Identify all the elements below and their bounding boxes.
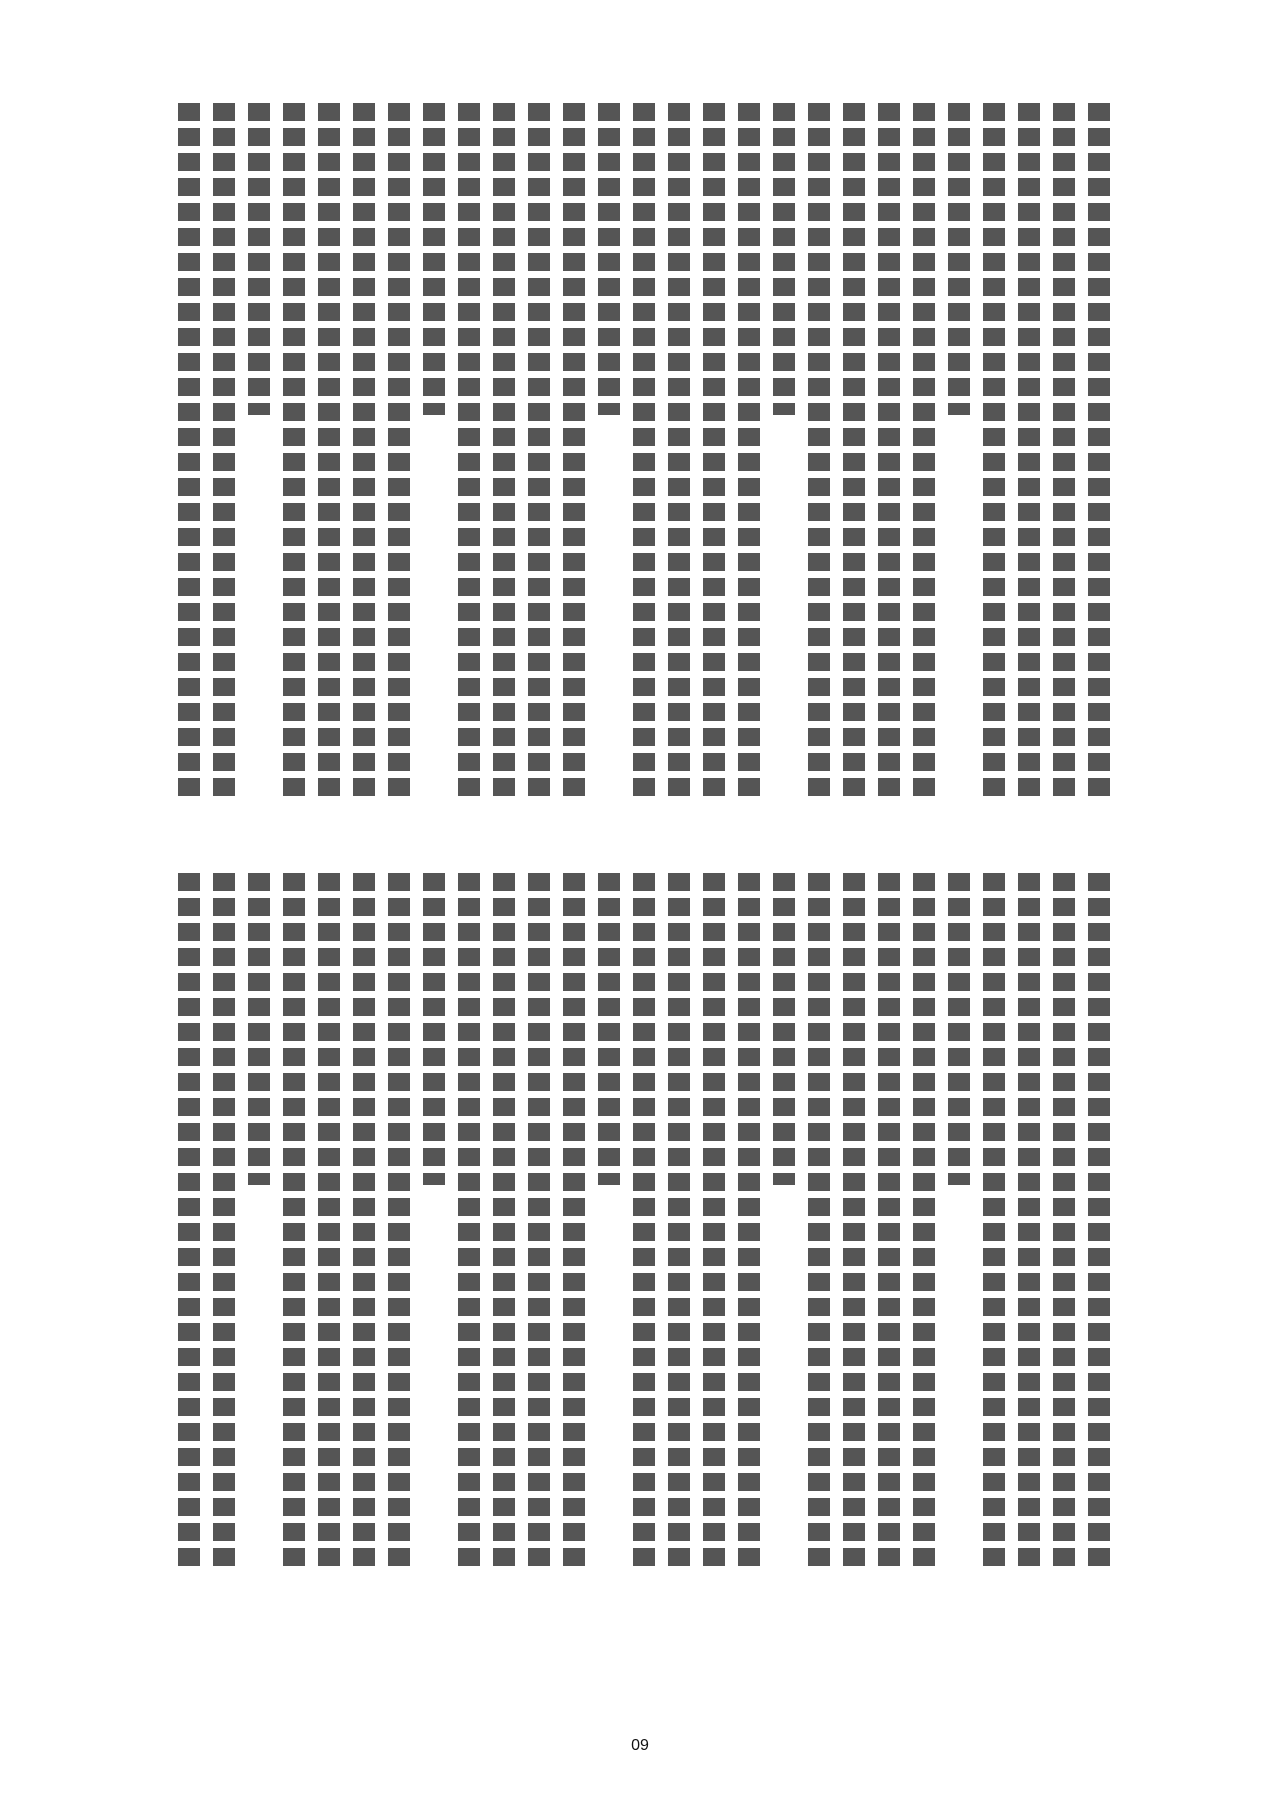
text-column-placeholder [178,100,200,800]
text-column-placeholder [458,870,480,1570]
text-column-placeholder [493,870,515,1570]
text-column-placeholder [388,870,410,1570]
text-column-placeholder [213,100,235,800]
text-column-placeholder [913,100,935,800]
text-column-placeholder [948,100,970,415]
text-column-placeholder [318,100,340,800]
text-column-placeholder [633,870,655,1570]
text-column-placeholder [843,870,865,1570]
text-column-placeholder [423,870,445,1185]
text-column-placeholder [703,870,725,1570]
text-column-placeholder [283,100,305,800]
text-column-placeholder [1018,100,1040,800]
text-column-placeholder [668,870,690,1570]
text-column-placeholder [773,870,795,1185]
text-column-placeholder [528,100,550,800]
text-column-placeholder [493,100,515,800]
text-column-placeholder [318,870,340,1570]
text-column-placeholder [633,100,655,800]
lower-text-block [170,870,1110,1570]
text-column-placeholder [878,870,900,1570]
text-column-placeholder [213,870,235,1570]
text-column-placeholder [248,870,270,1185]
text-column-placeholder [738,100,760,800]
text-column-placeholder [248,100,270,415]
text-column-placeholder [668,100,690,800]
text-column-placeholder [458,100,480,800]
text-column-placeholder [598,100,620,415]
text-column-placeholder [948,870,970,1185]
text-column-placeholder [808,100,830,800]
upper-text-block [170,100,1110,800]
text-column-placeholder [528,870,550,1570]
text-column-placeholder [1088,100,1110,800]
text-column-placeholder [878,100,900,800]
text-column-placeholder [1053,100,1075,800]
text-column-placeholder [353,100,375,800]
text-column-placeholder [178,870,200,1570]
text-column-placeholder [913,870,935,1570]
text-column-placeholder [563,870,585,1570]
text-column-placeholder [598,870,620,1185]
text-column-placeholder [423,100,445,415]
text-column-placeholder [283,870,305,1570]
text-column-placeholder [1053,870,1075,1570]
text-column-placeholder [1018,870,1040,1570]
text-column-placeholder [738,870,760,1570]
text-column-placeholder [563,100,585,800]
text-column-placeholder [353,870,375,1570]
text-column-placeholder [1088,870,1110,1570]
text-column-placeholder [843,100,865,800]
text-column-placeholder [388,100,410,800]
text-column-placeholder [703,100,725,800]
text-column-placeholder [983,870,1005,1570]
text-column-placeholder [808,870,830,1570]
page-number: 09 [631,1737,649,1754]
text-column-placeholder [983,100,1005,800]
text-column-placeholder [773,100,795,415]
